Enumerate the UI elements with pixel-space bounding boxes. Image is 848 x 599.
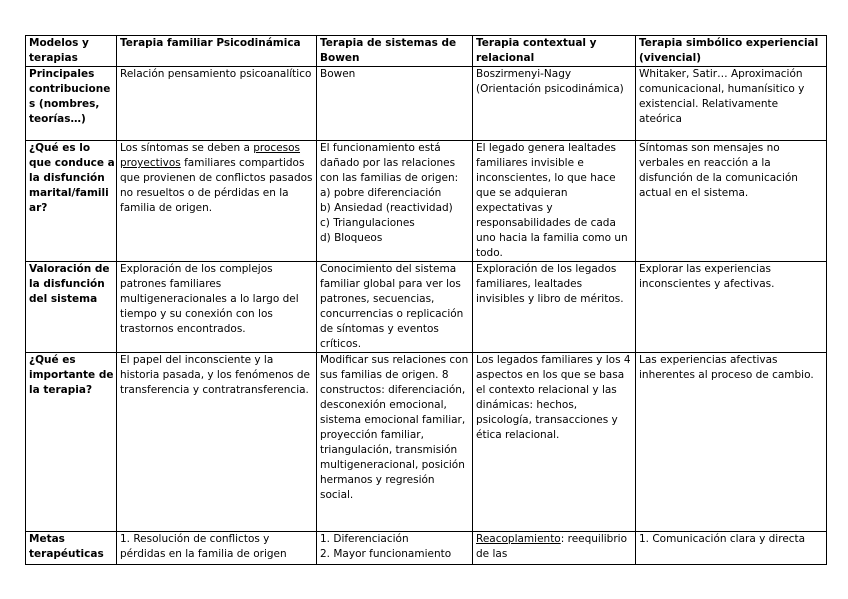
table-cell: Bowen [317, 67, 473, 141]
table-cell: Los legados familiares y los 4 aspectos en los que se basa el contexto relacional y las dinámicas: hechos, psicología, transacciones y ética relacional. [473, 353, 636, 532]
table-cell: Síntomas son mensajes no verbales en reacción a la disfunción de la comunicación actual en el sistema. [636, 141, 827, 262]
table-cell: 1. Diferenciación 2. Mayor funcionamiento [317, 532, 473, 565]
row-label: ¿Qué es importante de la terapia? [26, 353, 117, 532]
table-cell: El legado genera lealtades familiares invisible e inconscientes, lo que hace que se adquieran expectativas y responsabilidades de cada uno hacia la familia como un todo. [473, 141, 636, 262]
header-bowen: Terapia de sistemas de Bowen [317, 36, 473, 67]
table-cell: 1. Comunicación clara y directa [636, 532, 827, 565]
header-symbolic-experiential: Terapia simbólico experiencial (vivencial) [636, 36, 827, 67]
table-cell: Los síntomas se deben a procesos proyectivos familiares compartidos que provienen de conflictos pasados no resueltos o de pérdidas en la familia de origen. [117, 141, 317, 262]
table-cell: Modificar sus relaciones con sus familias de origen. 8 constructos: diferenciación, desconexión emocional, sistema emocional familiar, proyección familiar, triangulación, transmisión multigeneracional, posición hermanos y regresión social. [317, 353, 473, 532]
underlined-term: Reacoplamiento [476, 533, 561, 545]
table-cell: Explorar las experiencias inconscientes y afectivas. [636, 262, 827, 353]
table-row-goals [26, 532, 827, 565]
header-row [26, 36, 827, 67]
table-cell: Las experiencias afectivas inherentes al proceso de cambio. [636, 353, 827, 532]
therapy-comparison-table [25, 35, 827, 565]
header-psychodynamic: Terapia familiar Psicodinámica [117, 36, 317, 67]
table-cell: Whitaker, Satir… Aproximación comunicacional, humanísitico y existencial. Relativamente ateórica [636, 67, 827, 141]
row-label: Valoración de la disfunción del sistema [26, 262, 117, 353]
header-contextual: Terapia contextual y relacional [473, 36, 636, 67]
table-cell: Exploración de los complejos patrones familiares multigeneracionales a lo largo del tiempo y su conexión con los trastornos encontrados. [117, 262, 317, 353]
row-label: Principales contribuciones (nombres, teorías…) [26, 67, 117, 141]
row-label: ¿Qué es lo que conduce a la disfunción marital/familiar? [26, 141, 117, 262]
table-cell: Reacoplamiento: reequilibrio de las [473, 532, 636, 565]
table-row-assessment [26, 262, 827, 353]
table-cell: Exploración de los legados familiares, lealtades invisibles y libro de méritos. [473, 262, 636, 353]
table-cell: Relación pensamiento psicoanalítico [117, 67, 317, 141]
table-row-contributions [26, 67, 827, 141]
row-label: Metas terapéuticas [26, 532, 117, 565]
table-cell: Boszirmenyi-Nagy (Orientación psicodinámica) [473, 67, 636, 141]
table-cell: Conocimiento del sistema familiar global para ver los patrones, secuencias, concurrencias o replicación de síntomas y eventos críticos. [317, 262, 473, 353]
table-cell: El funcionamiento está dañado por las relaciones con las familias de origen: a) pobre diferenciación b) Ansiedad (reactividad) c) Triangulaciones d) Bloqueos [317, 141, 473, 262]
table-cell: El papel del inconsciente y la historia pasada, y los fenómenos de transferencia y contratransferencia. [117, 353, 317, 532]
header-models: Modelos y terapias [26, 36, 117, 67]
table-row-importance [26, 353, 827, 532]
table-row-dysfunction [26, 141, 827, 262]
table-cell: 1. Resolución de conflictos y pérdidas en la familia de origen [117, 532, 317, 565]
underlined-term: procesos proyectivos [120, 142, 301, 169]
